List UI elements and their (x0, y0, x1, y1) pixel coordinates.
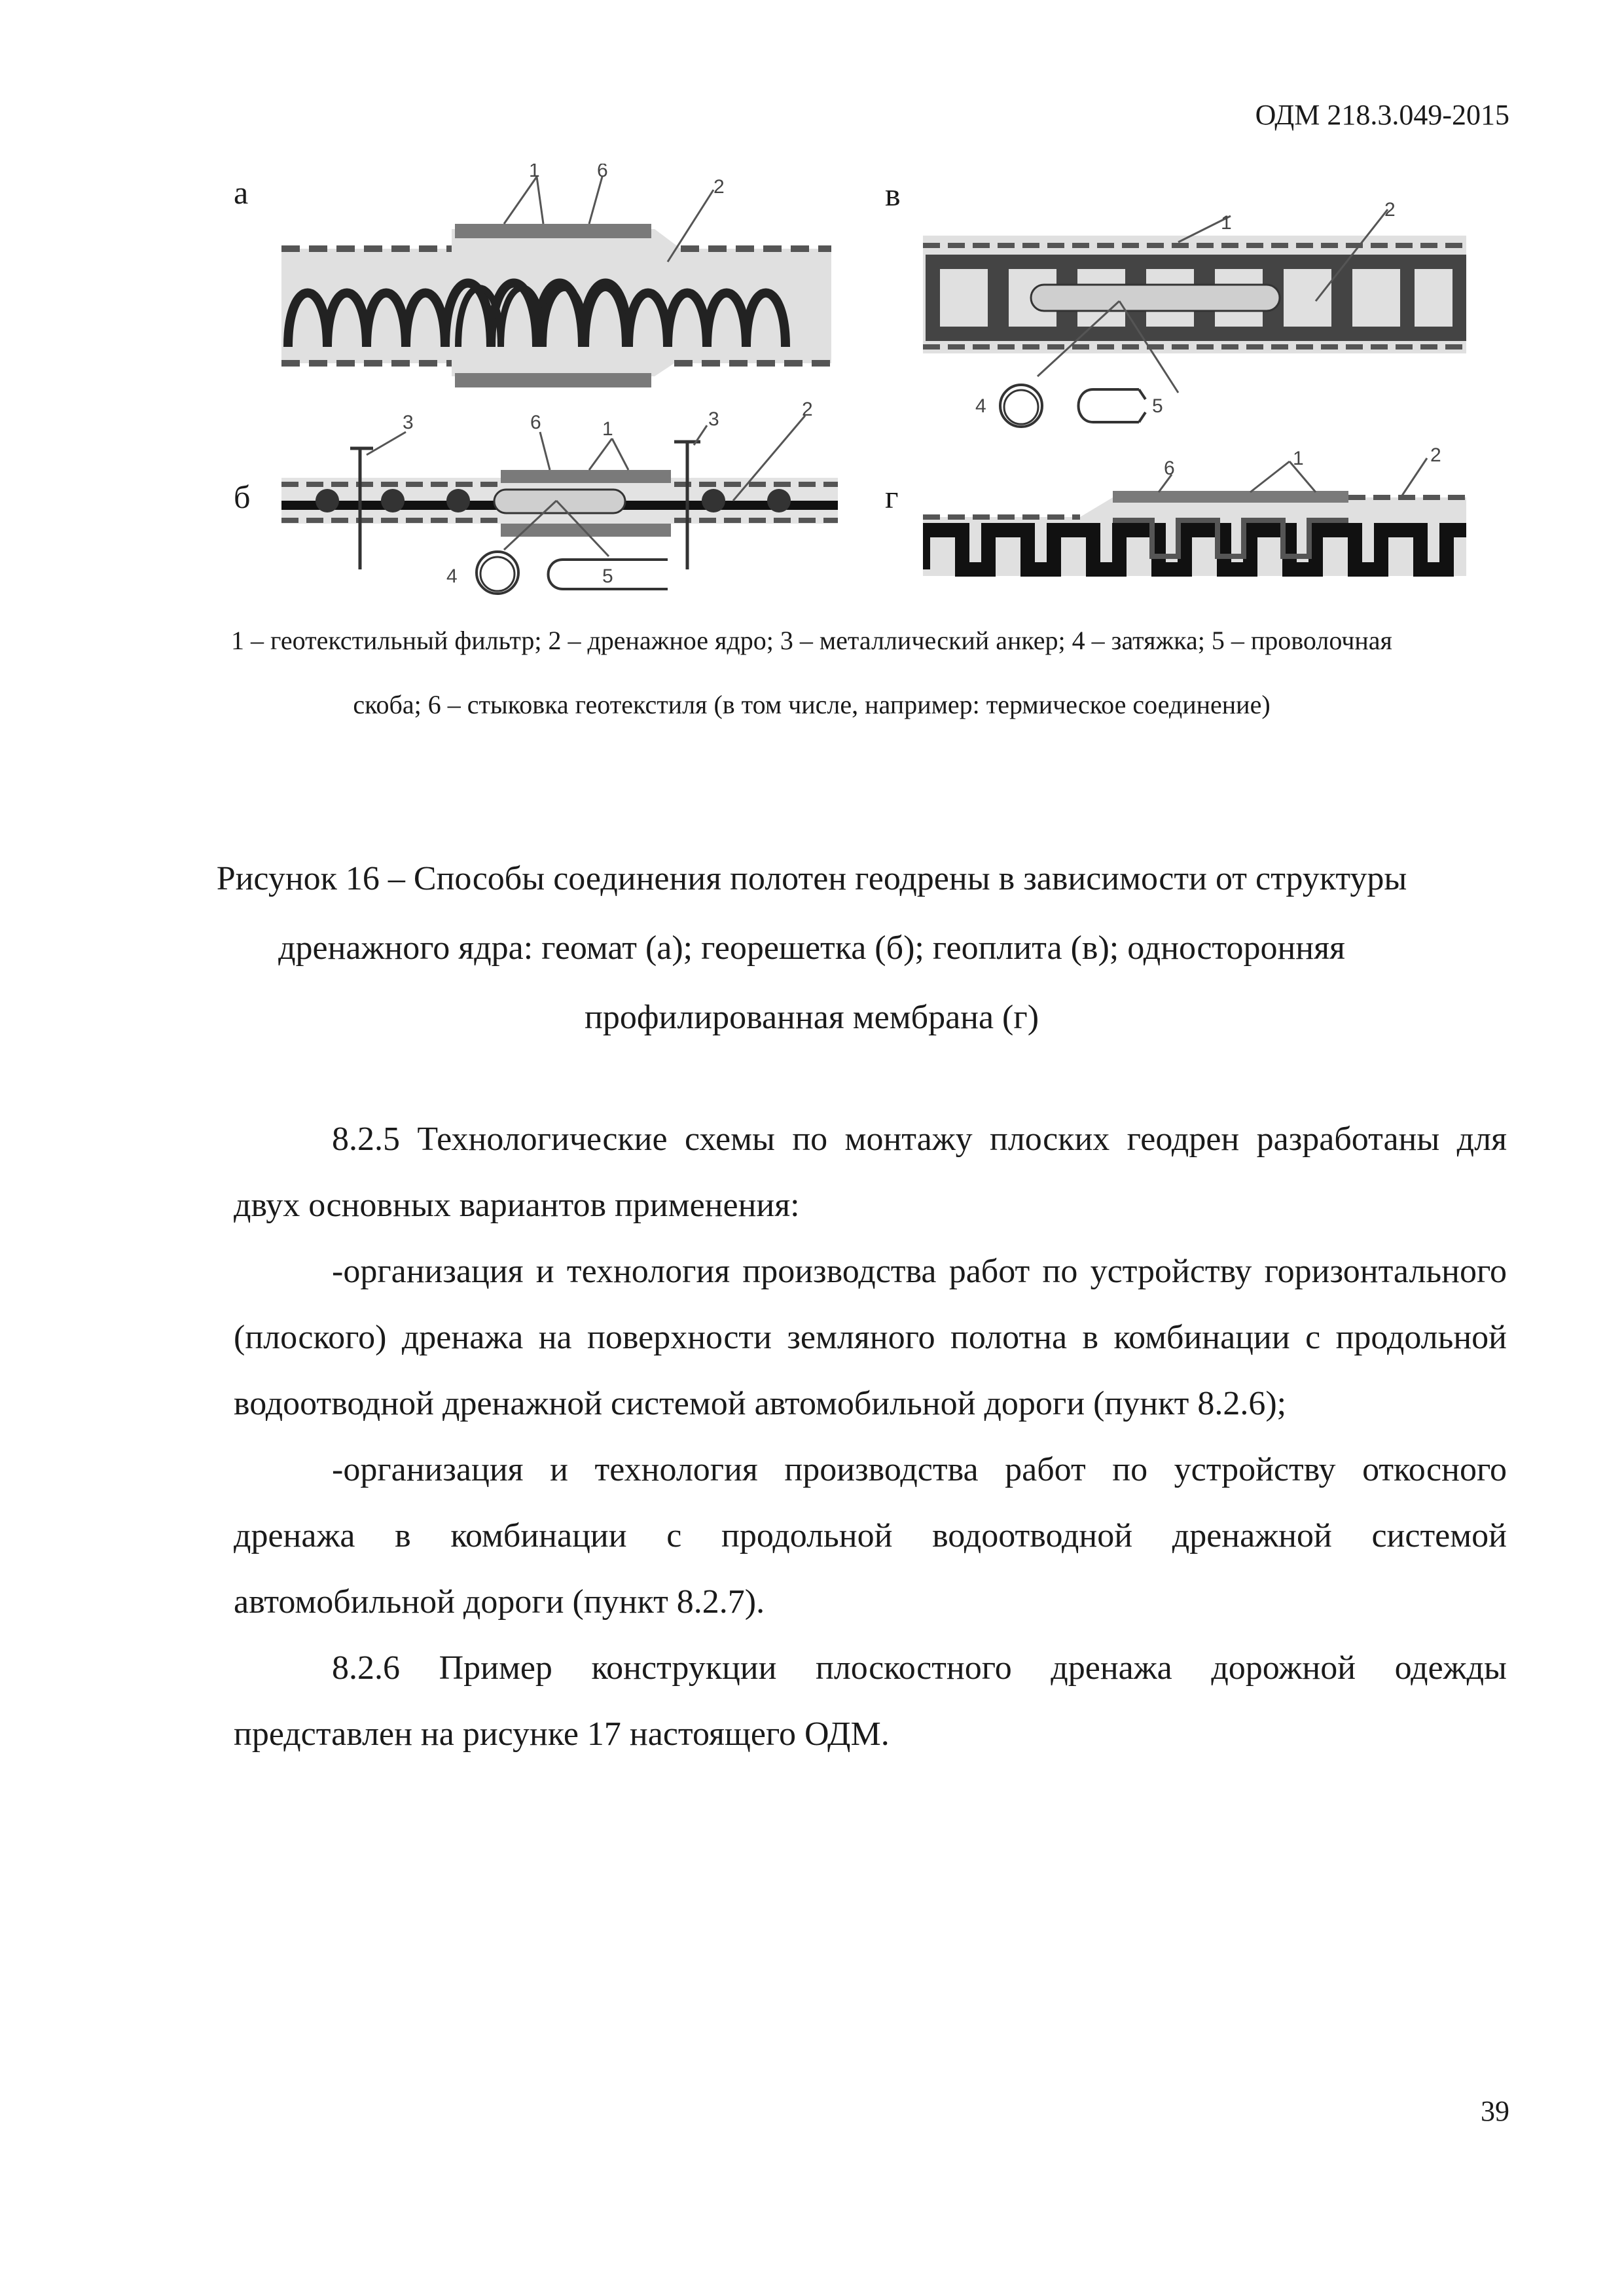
callout-label: 4 (446, 565, 458, 587)
panel-letter-v: в (885, 176, 901, 213)
figure-legend: 1 – геотекстильный фильтр; 2 – дренажное ядро; 3 – металлический анкер; 4 – затяжка; 5 – проволочная скоба; 6 – стыковка геотекстиля (в том числе, например: термическое соединение) (231, 626, 1392, 719)
callout-label: 3 (708, 408, 719, 430)
callout-label: 5 (1152, 395, 1163, 417)
paragraph: -организация и технология производства работ по устройству откосного дренажа в комбинации с продольной водоотводной дренажной системой автомобильной дороги (пункт 8.2.7). (234, 1451, 1507, 1621)
callout-label: 1 (529, 164, 540, 181)
callout-label: 1 (602, 418, 613, 440)
diagram-membrane (923, 445, 1466, 583)
callout-label: 2 (802, 399, 813, 420)
body-text (234, 1106, 1507, 1767)
callout-label: 3 (403, 412, 414, 433)
panel-letter-b: б (234, 478, 251, 515)
callout-label: 2 (713, 176, 725, 198)
callout-label: 4 (975, 395, 986, 417)
callout-label: 6 (1164, 457, 1175, 479)
callout-label: 2 (1430, 445, 1441, 466)
page-number: 39 (1481, 2095, 1509, 2127)
callout-label: 6 (597, 164, 608, 181)
callout-label: 1 (1293, 448, 1304, 469)
panel-letter-g: г (885, 478, 899, 515)
callout-label: 1 (1221, 212, 1232, 234)
panel-letter-a: а (234, 174, 249, 211)
callout-label: 2 (1384, 199, 1396, 221)
callout-label: 5 (602, 565, 613, 587)
diagram-geoplate (923, 196, 1466, 432)
paragraph: -организация и технология производства работ по устройству горизонтального (плоского) дренажа на поверхности земляного полотна в комбинации с продольной водоотводной дренажной системой автомобильной дороги (пункт 8.2.6); (234, 1253, 1507, 1422)
paragraph: 8.2.5 Технологические схемы по монтажу плоских геодрен разработаны для двух основных вариантов применения: (234, 1121, 1507, 1224)
document-code: ОДМ 218.3.049-2015 (1255, 99, 1509, 131)
diagram-geogrid (281, 393, 838, 609)
diagram-geomat (281, 164, 831, 393)
figure-caption: Рисунок 16 – Способы соединения полотен геодрены в зависимости от структуры дренажного ядра: геомат (а); георешетка (б); геоплита (в); односторонняя профилированная мембрана (г) (216, 860, 1407, 1036)
callout-label: 6 (530, 412, 541, 433)
paragraph: 8.2.6 Пример конструкции плоскостного дренажа дорожной одежды представлен на рисунке 17 настоящего ОДМ. (234, 1649, 1507, 1753)
